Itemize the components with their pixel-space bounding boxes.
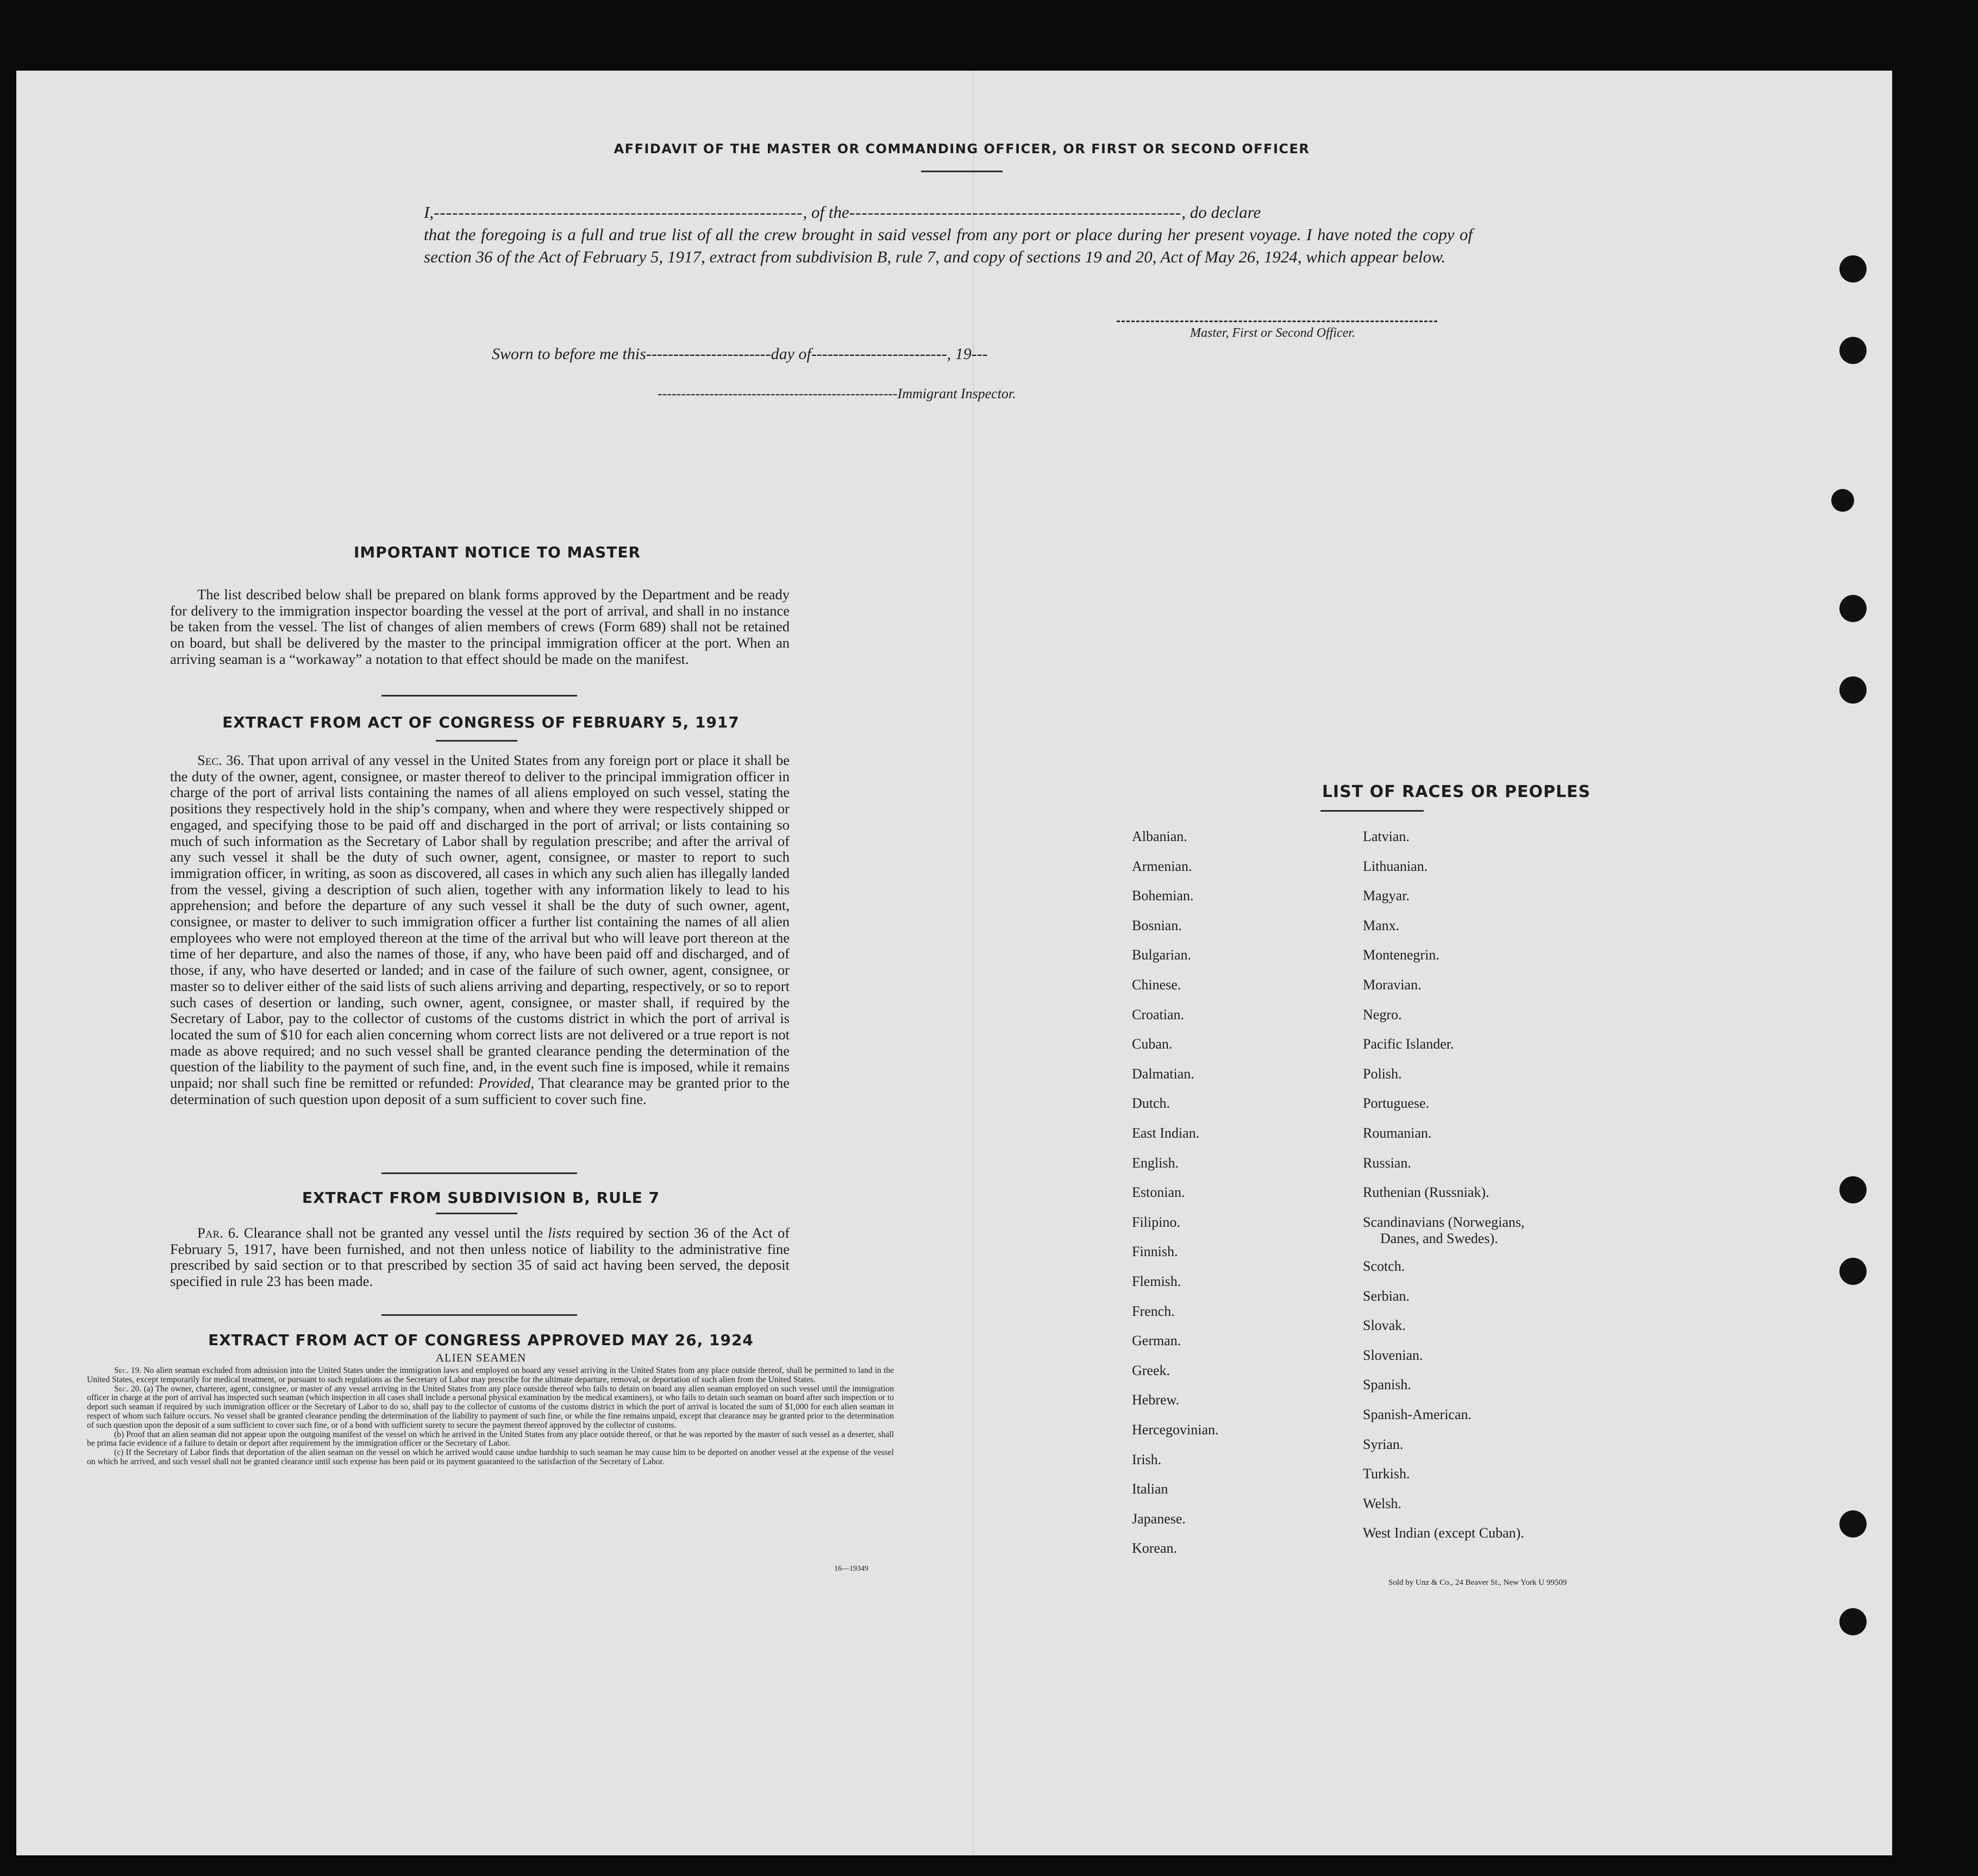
race-item: Negro.: [1363, 1006, 1402, 1022]
section-19: [87, 1366, 894, 1385]
vessel-blank[interactable]: ------------------------------------------------------: [849, 203, 1182, 222]
section-36-text: That upon arrival of any vessel in the United States from any foreign port or place it shall be the duty of the owner, agent, consignee, or master thereof to deliver to the principal immigration officer in charge of the port of arrival lists containing the names of all aliens employed on such vessel, stating the positions they respectively hold in the ship’s company, when and where they were respectively shipped or engaged, and specifying those to be paid off and discharged in the port of arrival; or lists containing so much of such information as the Secretary of Labor shall by regulation prescribe; and after the arrival of any such vessel it shall be the duty of such owner, agent, consignee, or master to report to such immigration officer, in writing, as soon as discovered, all cases in which any such alien has illegally landed from the vessel, giving a description of such alien, together with any information likely to lead to his apprehension; and before the departure of any such vessel it shall be the duty of such owner, agent, consignee, or master to deliver to such immigration officer a further list containing the names of all alien employees who were not employed thereon at the time of the arrival but who will leave port thereon at the time of her departure, and also the names of those, if any, who have been paid off and discharged, and of those, if any, who have deserted or landed; and in case of the failure of such owner, agent, consignee, or master so to deliver either of the said lists of such aliens arriving and departing, respectively, or so to report such cases of desertion or landing, such owner, agent, consignee, or master shall, if required by the Secretary of Labor, pay to the collector of customs of the customs district in which the port of arrival is located the sum of $10 for each alien concerning whom correct lists are not delivered or a true report is not made as above required; and no such vessel shall be granted clearance pending the determination of the question of the liability to the payment of such fine, and, in the event such fine is imposed, while it remains unpaid; nor shall such fine be remitted or refunded:: [170, 752, 790, 1091]
binder-hole: [1839, 337, 1867, 364]
race-item: Slovak.: [1363, 1317, 1406, 1334]
binder-hole: [1839, 255, 1867, 283]
race-item: Korean.: [1132, 1540, 1178, 1557]
race-item: Armenian.: [1132, 858, 1192, 874]
race-item: Filipino.: [1132, 1214, 1180, 1230]
race-item: Dalmatian.: [1132, 1065, 1194, 1082]
section-divider: [381, 1314, 577, 1316]
extract-rule7-title: EXTRACT FROM SUBDIVISION B, RULE 7: [302, 1189, 660, 1207]
paragraph-6-text: Clearance shall not be granted any vessel until the: [243, 1225, 543, 1241]
extract-1917-text: [170, 752, 790, 1107]
race-item: Flemish.: [1132, 1273, 1181, 1289]
binder-hole: [1831, 489, 1854, 512]
race-item: Lithuanian.: [1363, 858, 1428, 874]
race-item: Welsh.: [1363, 1495, 1401, 1511]
binder-hole: [1839, 595, 1867, 622]
provided-word: Provided,: [478, 1075, 535, 1091]
race-item: Dutch.: [1132, 1095, 1170, 1112]
master-signature-label: Master, First or Second Officer.: [1190, 326, 1355, 340]
section-20b: (b) Proof that an alien seaman did not appear upon the outgoing manifest of the vessel on which he arrived in the United States from any place outside thereof, or that he was reported by the master of such vessel as a deserter, shall be prima facie evidence of a failure to detain or deport after requirement by the immigration officer or the Secretary of Labor.: [87, 1429, 894, 1448]
race-item: Croatian.: [1132, 1006, 1185, 1022]
affidavit-blank-line: [424, 201, 1473, 223]
race-item: Magyar.: [1363, 888, 1410, 904]
paragraph-6-text-end: required by section 36 of the Act of February 5, 1917, have been furnished, and not then unless notice of liability to the administrative fine prescribed by said section or to that prescribed by section 35 of said act having been served, the deposit specified in rule 23 has been made.: [170, 1225, 790, 1290]
extract-1924-text: [87, 1366, 894, 1467]
sworn-day-label: day of: [771, 345, 811, 363]
binder-hole: [1839, 676, 1867, 704]
section-20a-text: (a) The owner, charterer, agent, consignee, or master of any vessel arriving in the United States from any place outside thereof who fails to detain on board any alien seaman employed on such vessel until the immigration officer in charge at the port of arrival has inspected such seaman (which inspection in all cases shall include a personal physical examination by the medical examiners), or who fails to detain such seaman on board after such inspection or to deport such seaman if required by such immigration officer or the Secretary of Labor to do so, shall pay to the collector of customs of the customs district in which the port of arrival is located the sum of $1,000 for each alien seaman in respect of whom such failure occurs. No vessel shall be granted clearance pending the determination of the liability to payment of such fine, or while the fine remains unpaid, except that clearance may be granted prior to the determination of such question upon the deposit of a sum sufficient to cover such fine, or of a bond with sufficient surety to secure the payment thereof approved by the collector of customs.: [87, 1384, 894, 1430]
affidavit-line-end: , do declare: [1181, 203, 1261, 222]
sworn-prefix: Sworn to before me this: [492, 345, 646, 363]
sworn-year-label: , 19: [947, 345, 972, 363]
section-divider: [436, 740, 517, 742]
name-blank[interactable]: ------------------------------------------------------------: [434, 203, 803, 222]
race-item: Turkish.: [1363, 1466, 1410, 1482]
race-item: English.: [1132, 1155, 1179, 1171]
race-item: Serbian.: [1363, 1288, 1410, 1304]
sworn-statement: [492, 345, 988, 363]
race-item: Ruthenian (Russniak).: [1363, 1184, 1489, 1201]
race-item: Russian.: [1363, 1155, 1411, 1171]
section-36-label: Sec. 36.: [197, 752, 245, 768]
affidavit-title: AFFIDAVIT OF THE MASTER OR COMMANDING OFFICER, OR FIRST OR SECOND OFFICER: [614, 141, 1310, 156]
notice-title: IMPORTANT NOTICE TO MASTER: [353, 543, 641, 561]
affidavit-line-mid: , of the: [803, 203, 849, 222]
race-item: Spanish.: [1363, 1377, 1411, 1393]
race-item: Pacific Islander.: [1363, 1036, 1454, 1052]
race-item: Manx.: [1363, 917, 1400, 933]
races-title: LIST OF RACES OR PEOPLES: [1322, 782, 1591, 801]
race-item: Danes, and Swedes).: [1380, 1231, 1498, 1247]
race-item: Hercegovinian.: [1132, 1422, 1219, 1438]
race-item: East Indian.: [1132, 1125, 1200, 1141]
race-item: German.: [1132, 1333, 1181, 1349]
declaration-text: that the foregoing is a full and true list of all the crew brought in said vessel from any port or place during her present voyage. I have noted the copy of section 36 of the Act of February 5, 1917, extract from subdivision B, rule 7, and copy of sections 19 and 20, Act of May 26, 1924, which appear below.: [424, 225, 1473, 266]
section-divider: [381, 1172, 577, 1174]
race-item: Polish.: [1363, 1065, 1402, 1082]
extract-1917-title: EXTRACT FROM ACT OF CONGRESS OF FEBRUARY 5, 1917: [222, 713, 740, 731]
printer-imprint: Sold by Unz & Co., 24 Beaver St., New York U 99509: [1388, 1578, 1567, 1587]
fold-crease: [973, 71, 974, 1855]
paragraph-6-label: Par. 6.: [197, 1225, 239, 1241]
race-item: Roumanian.: [1363, 1125, 1432, 1141]
race-item: Scotch.: [1363, 1258, 1405, 1274]
inspector-signature: [658, 386, 1016, 402]
race-item: Irish.: [1132, 1451, 1162, 1467]
race-item: Spanish-American.: [1363, 1407, 1472, 1422]
race-item: Slovenian.: [1363, 1347, 1423, 1363]
affidavit-declaration: [424, 201, 1473, 268]
sworn-day-blank[interactable]: -----------------------: [646, 345, 771, 363]
inspector-signature-blank[interactable]: ---------------------------------------------------: [658, 386, 898, 401]
form-page: [16, 71, 1892, 1855]
race-item: Bohemian.: [1132, 888, 1194, 904]
binder-hole: [1839, 1176, 1867, 1203]
sworn-year-blank[interactable]: ---: [971, 345, 988, 363]
race-item: Portuguese.: [1363, 1095, 1430, 1112]
section-20a: [87, 1385, 894, 1430]
alien-seamen-subtitle: ALIEN SEAMEN: [435, 1351, 527, 1364]
extract-rule7-text: [170, 1225, 790, 1290]
race-item: Chinese.: [1132, 977, 1181, 993]
race-item: Japanese.: [1132, 1510, 1186, 1527]
race-item: Bosnian.: [1132, 917, 1182, 933]
race-item: Montenegrin.: [1363, 947, 1439, 963]
race-item: Latvian.: [1363, 829, 1410, 844]
affidavit-title-rule: [921, 171, 1003, 172]
section-divider: [381, 695, 577, 697]
section-19-text: No alien seaman excluded from admission into the United States under the immigration laws and employed on board any vessel arriving in the United States from any place outside thereof, shall be permitted to land in the United States, except temporarily for medical treatment, or pursuant to such regulations as the Secretary of Labor may prescribe for the ultimate departure, removal, or deportation of such alien from the United States.: [87, 1366, 894, 1384]
section-20c: (c) If the Secretary of Labor finds that deportation of the alien seaman on the vessel on which he arrived would cause undue hardship to such seaman he may cause him to be deported on another vessel at the expense of the vessel on which he arrived, and such vessel shall not be granted clearance until such expense has been paid or its payment guaranteed to the satisfaction of the Secretary of Labor.: [87, 1448, 894, 1466]
race-item: Moravian.: [1363, 977, 1422, 993]
section-19-label: Sec. 19.: [114, 1366, 142, 1375]
race-item: French.: [1132, 1303, 1175, 1319]
race-item: Albanian.: [1132, 829, 1187, 844]
race-item: Hebrew.: [1132, 1392, 1180, 1408]
race-item: Scandinavians (Norwegians,: [1363, 1214, 1525, 1230]
section-36-text-end: That clearance may be granted prior to the determination of such question upon deposit of a sum sufficient to cover such fine.: [170, 1075, 790, 1107]
binder-hole: [1839, 1510, 1867, 1538]
notice-text: The list described below shall be prepared on blank forms approved by the Department and be ready for delivery to the immigration inspector boarding the vessel at the port of arrival, and shall in no instance be taken from the vessel. The list of changes of alien members of crews (Form 689) shall not be retained on board, but shall be delivered by the master to the principal immigration officer at the port. When an arriving seaman is a “workaway” a notation to that effect should be made on the manifest.: [170, 586, 790, 667]
binder-hole: [1839, 1608, 1867, 1635]
binder-hole: [1839, 1258, 1867, 1285]
race-item: Estonian.: [1132, 1184, 1185, 1201]
affidavit-line-start: I,: [424, 203, 434, 222]
section-20-label: Sec. 20.: [114, 1384, 142, 1394]
sworn-month-blank[interactable]: -------------------------: [811, 345, 947, 363]
form-number: 16—19349: [834, 1565, 868, 1573]
race-item: Greek.: [1132, 1362, 1170, 1378]
races-title-rule: [1320, 810, 1424, 812]
race-item: Cuban.: [1132, 1036, 1173, 1052]
inspector-label: Immigrant Inspector.: [897, 386, 1016, 401]
race-item: West Indian (except Cuban).: [1363, 1525, 1524, 1541]
master-signature-line[interactable]: [1117, 321, 1437, 322]
race-item: Syrian.: [1363, 1436, 1404, 1452]
extract-1924-title: EXTRACT FROM ACT OF CONGRESS APPROVED MAY 26, 1924: [208, 1331, 754, 1349]
race-item: Finnish.: [1132, 1244, 1178, 1260]
race-item: Bulgarian.: [1132, 947, 1192, 963]
lists-word: lists: [548, 1225, 572, 1241]
race-item: Italian: [1132, 1481, 1168, 1497]
section-divider: [436, 1213, 517, 1214]
